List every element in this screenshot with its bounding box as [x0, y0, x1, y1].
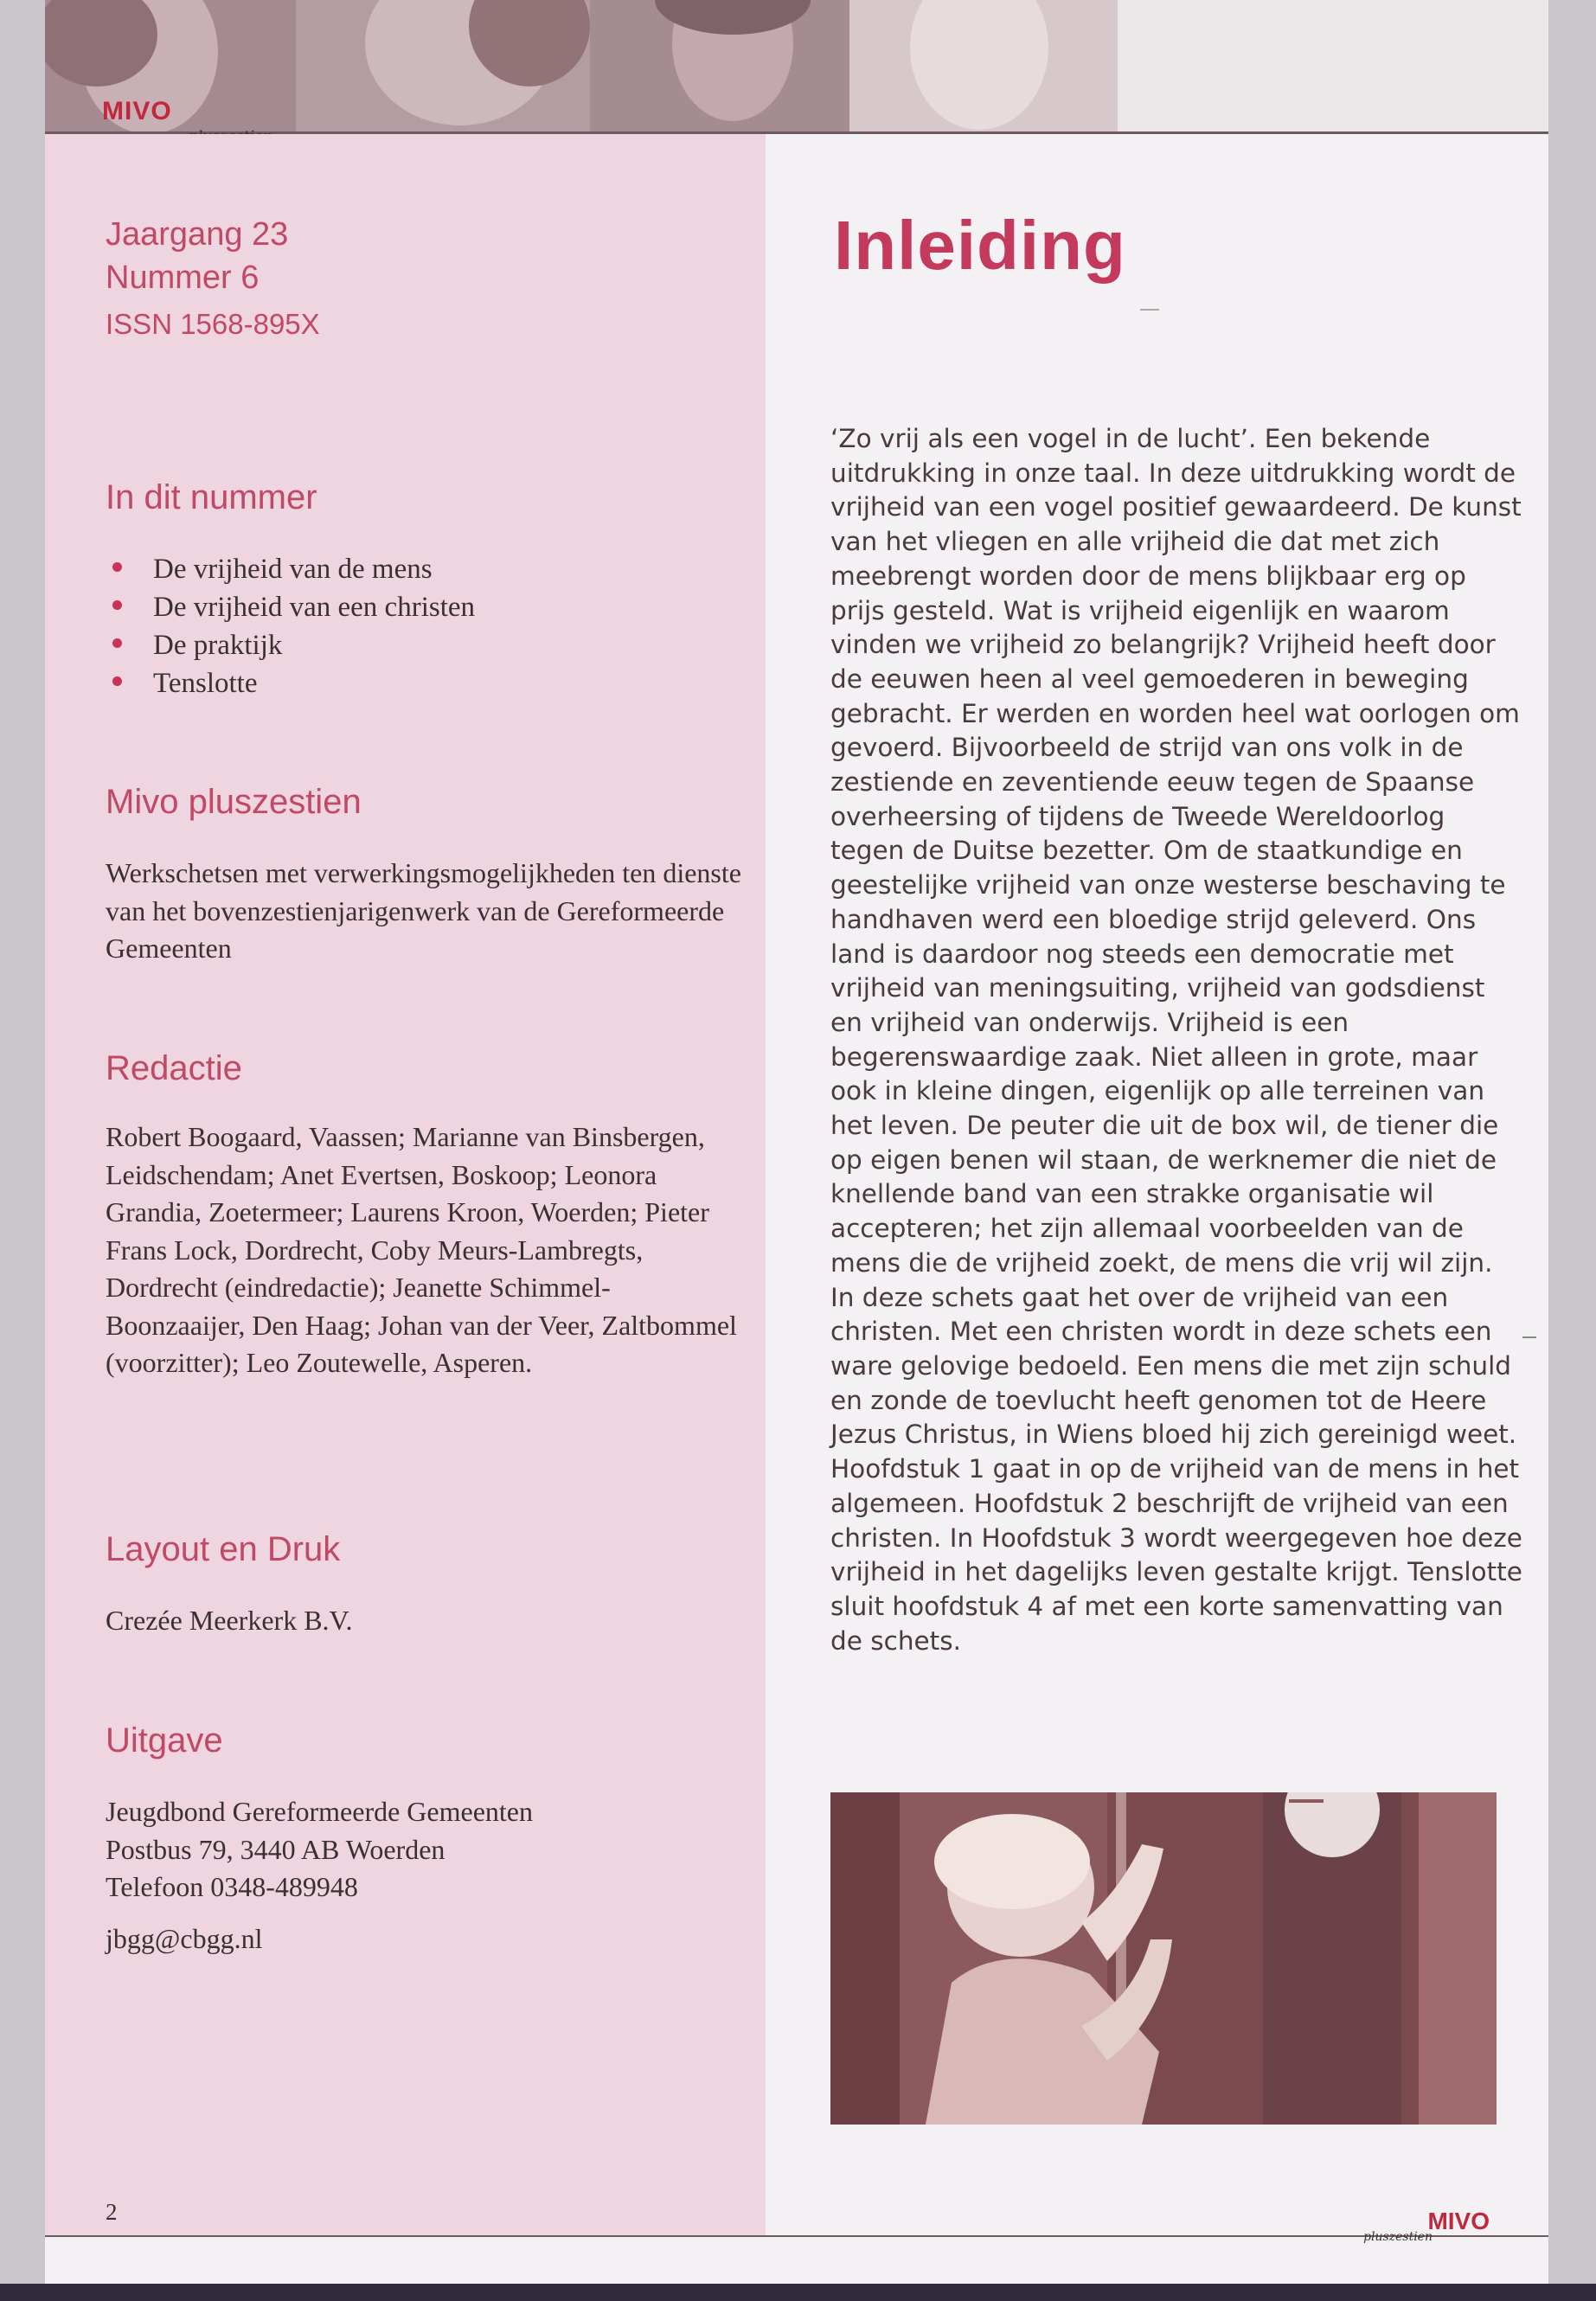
- publisher-phone: Telefoon 0348-489948: [106, 1871, 358, 1902]
- page-number: 2: [106, 2199, 118, 2225]
- bullet-icon: [112, 638, 122, 648]
- about-section: [106, 783, 763, 968]
- margin-mark: [1522, 1336, 1536, 1338]
- layout-heading: Layout en Druk: [106, 1530, 341, 1568]
- layout-text: Crezée Meerkerk B.V.: [106, 1605, 353, 1636]
- article-body: [830, 422, 1522, 1658]
- child-at-door-photo: [830, 1792, 1497, 2125]
- issue-info: [106, 213, 763, 341]
- header-photo-strip: [45, 0, 1548, 131]
- article-paragraph: Hoofdstuk 1 gaat in op de vrijheid van de mens in het algemeen. Hoofdstuk 2 beschrijft de vrijheid van een christen. In Hoofdstuk 3 wordt weergegeven hoe deze vrijheid in het dagelijks leven gestalte krijgt. Tenslotte sluit hoofdstuk 4 af met een korte samenvatting van de schets.: [830, 1454, 1522, 1656]
- publisher-section: [106, 1721, 763, 1958]
- contents-item: [106, 626, 763, 664]
- editors-section: [106, 1049, 763, 1382]
- contents-item-label: De praktijk: [153, 630, 283, 661]
- contents-item-label: De vrijheid van de mens: [153, 554, 433, 585]
- footer-brand-subtitle: pluszestien: [1363, 2230, 1433, 2244]
- contents-item: [106, 588, 763, 626]
- contents-section: [106, 478, 763, 702]
- publisher-email[interactable]: jbgg@cbgg.nl: [106, 1922, 263, 1954]
- contents-list: [106, 550, 763, 702]
- brand-name: MIVO: [102, 97, 172, 125]
- bullet-icon: [112, 676, 122, 686]
- contents-item: [106, 664, 763, 702]
- bullet-icon: [112, 600, 122, 610]
- publisher-address: Postbus 79, 3440 AB Woerden: [106, 1833, 445, 1865]
- about-heading: Mivo pluszestien: [106, 783, 362, 821]
- issue-number: Nummer 6: [106, 260, 260, 296]
- article-paragraph: ‘Zo vrij als een vogel in de lucht’. Een bekende uitdrukking in onze taal. In deze uitdrukking wordt de vrijheid van een vogel positief gewaardeerd. De kunst van het vliegen en alle vrijheid die dat met zich meebrengt worden door de mens blijkbaar erg op prijs gesteld. Wat is vrijheid eigenlijk en waarom vinden we vrijheid zo belangrijk? Vrijheid heeft door de eeuwen heen al veel gemoederen in beweging gebracht. Er werden en worden heel wat oorlogen om gevoerd. Bijvoorbeeld de strijd van ons volk in de zestiende en zeventiende eeuw tegen de Spaanse overheersing of tijdens de Tweede Wereldoorlog tegen de Duitse bezetter. Om de staatkundige en geestelijke vrijheid van onze westerse beschaving te handhaven werd een bloedige strijd geleverd. Ons land is daardoor nog steeds een democratie met vrijheid van meningsuiting, vrijheid van godsdienst en vrijheid van onderwijs. Vrijheid is een begerenswaardige zaak. Niet alleen in grote, maar ook in kleine dingen, eigenlijk op alle terreinen van het leven. De peuter die uit de box wil, de tiener die op eigen benen wil staan, de werknemer die niet de knellende band van een strakke organisatie wil accepteren; het zijn allemaal voorbeelden van de mens die de vrijheid zoekt, de mens die vrij wil zijn. In deze schets gaat het over de vrijheid van een christen. Met een christen wordt in deze schets een ware gelovige bedoeld. Een mens die met zijn schuld en zonde de toevlucht heeft genomen tot de Heere Jezus Christus, in Wiens bloed hij zich gereinigd weet.: [830, 424, 1522, 1450]
- article-photo: [830, 1792, 1497, 2125]
- header-logo: [102, 97, 172, 126]
- magazine-page: [45, 0, 1548, 2284]
- footer-brand-name: MIVO: [1427, 2208, 1490, 2234]
- contents-item: [106, 550, 763, 588]
- article-title: Inleiding: [834, 207, 1126, 284]
- scan-edge: [0, 2284, 1596, 2301]
- bullet-icon: [112, 562, 122, 572]
- contents-item-label: De vrijheid van een christen: [153, 592, 476, 623]
- editors-heading: Redactie: [106, 1049, 242, 1087]
- contents-item-label: Tenslotte: [153, 668, 258, 699]
- issn: ISSN 1568-895X: [106, 308, 320, 340]
- footer-logo: [1351, 2208, 1542, 2242]
- editors-text: Robert Boogaard, Vaassen; Marianne van Binsbergen, Leidschendam; Anet Evertsen, Boskoop; Leonora Grandia, Zoetermeer; Laurens Kroon, Woerden; Pieter Frans Lock, Dordrecht, Coby Meurs-Lambregts, Dordrecht (eindredactie); Jeanette Schimmel-Boonzaaijer, Den Haag; Johan van der Veer, Zaltbommel (voorzitter); Leo Zoutewelle, Asperen.: [106, 1121, 737, 1378]
- title-divider: [1140, 309, 1159, 311]
- header-photo-collage: [45, 0, 1548, 131]
- publisher-heading: Uitgave: [106, 1721, 223, 1759]
- publisher-name: Jeugdbond Gereformeerde Gemeenten: [106, 1796, 533, 1827]
- contents-heading: In dit nummer: [106, 478, 317, 516]
- footer-rule: [45, 2235, 1548, 2237]
- layout-section: [106, 1530, 763, 1640]
- about-text: Werkschetsen met verwerkingsmogelijkheden ten dienste van het bovenzestienjarigenwerk van de Gereformeerde Gemeenten: [106, 857, 741, 964]
- volume-label: Jaargang 23: [106, 216, 289, 253]
